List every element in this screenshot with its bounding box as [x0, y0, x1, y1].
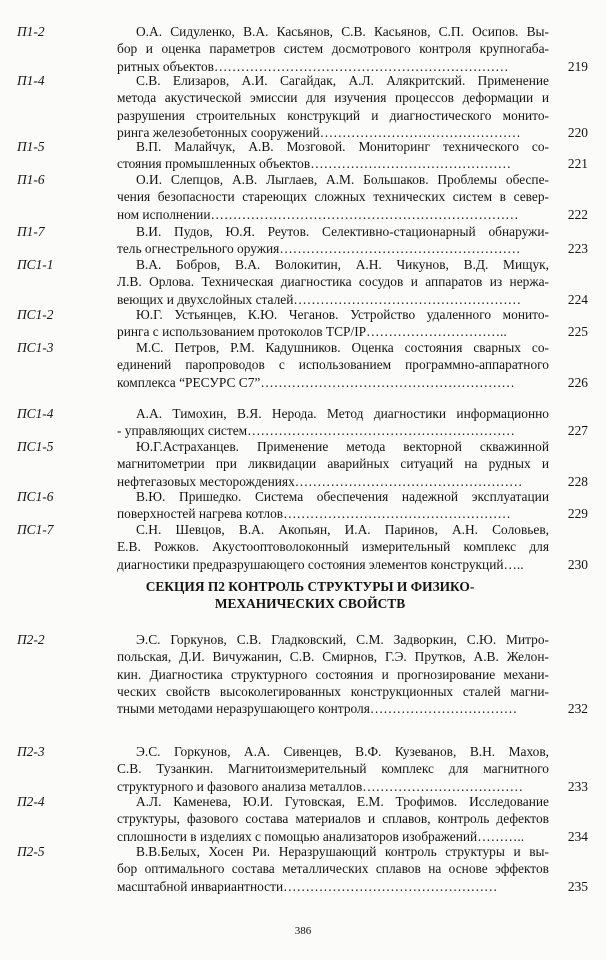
entry-page-number: 221	[567, 156, 588, 172]
entry-text-line: разрушения строительных конструкций и диагностического монито-	[117, 107, 549, 123]
entry-text-line: кин. Диагностика структурного состояния и прогнозирование механи-	[117, 666, 549, 682]
entry-page-number: 233	[567, 778, 588, 794]
entry-page-number: 225	[567, 324, 588, 340]
entry-text	[117, 405, 549, 440]
entry-text-line: В.И. Пудов, Ю.Я. Реутов. Селективно-стационарный обнаружи-	[136, 224, 549, 239]
entry-text-line: О.И. Слепцов, А.В. Лыглаев, А.М. Большаков. Проблемы обеспе-	[136, 172, 549, 187]
entry-text-line: ном исполнении……………………………………………………………	[117, 206, 519, 222]
entry-code: П2-4	[17, 794, 45, 809]
entry-text-line: Э.С. Горкунов, С.В. Гладковский, С.М. Задворкин, С.Ю. Митро-	[136, 632, 549, 647]
entry-page-number: 227	[567, 423, 588, 439]
entry-text	[117, 171, 549, 223]
entry-text-line: польская, Д.И. Вичужанин, С.В. Смирнов, Г.Э. Прутков, А.В. Желон-	[117, 649, 549, 665]
entry-text	[117, 631, 549, 717]
entry-text	[117, 23, 549, 75]
entry-text-line: А.Л. Каменева, Ю.И. Гутовская, Е.М. Трофимов. Исследование	[136, 794, 549, 809]
entry-code: П2-2	[17, 632, 45, 647]
entry-text-line: тель огнестрельного оружия………………………………………………	[117, 241, 521, 257]
entry-text-line: ринга железобетонных сооружений………………………………………	[117, 124, 521, 140]
entry-page-number: 226	[567, 374, 588, 390]
entry-text-line: бор оптимального состава металлических сплавов на основе эффектов	[117, 861, 549, 877]
entry-code: ПС1-2	[17, 307, 54, 322]
entry-text-line: С.В. Тузанкин. Магнитоизмерительный комплекс для магнитного	[117, 761, 549, 777]
entry-code: П1-5	[17, 139, 45, 154]
entry-page-number: 219	[567, 58, 588, 74]
entry-code: П2-3	[17, 744, 45, 759]
entry-text	[117, 223, 549, 258]
entry-code: П1-2	[17, 24, 45, 39]
entry-text-line: В.В.Белых, Хосен Ри. Неразрушающий контроль структуры и вы-	[136, 844, 549, 859]
entry-text-line: В.Ю. Пришедко. Система обеспечения надежной эксплуатации	[136, 489, 549, 504]
entry-code: ПС1-4	[17, 406, 54, 421]
entry-code: ПС1-5	[17, 439, 54, 454]
entry-text	[117, 138, 549, 173]
entry-text	[117, 306, 549, 341]
entry-page-number: 228	[567, 473, 588, 489]
entry-code: П1-6	[17, 172, 45, 187]
entry-text	[117, 339, 549, 391]
entry-page-number: 234	[567, 828, 588, 844]
entry-text-line: структуры, фазового состава материалов и сплавов, контроль дефектов	[117, 811, 549, 827]
entry-page-number: 229	[567, 506, 588, 522]
entry-page-number: 235	[567, 878, 588, 894]
entry-text-line: ритных объектов…………………………………………………………	[117, 58, 509, 74]
entry-text-line: единений паропроводов с использованием программно-аппаратного	[117, 357, 549, 373]
entry-text-line: метода акустической эмиссии для изучения процессов деформации и	[117, 90, 549, 106]
entry-text-line: диагностики предразрушающего состояния элементов конструкций…..	[117, 556, 524, 572]
entry-text	[117, 438, 549, 490]
entry-text-line: нефтегазовых месторождениях……………………………………………	[117, 473, 523, 489]
entry-text	[117, 743, 549, 795]
entry-code: П1-4	[17, 73, 45, 88]
entry-page-number: 222	[567, 206, 588, 222]
entry-text	[117, 521, 549, 573]
entry-text-line: - управляющих систем……………………………………………………	[117, 423, 515, 439]
entry-code: ПС1-1	[17, 257, 54, 272]
entry-text-line: ческих свойств высоколегированных конструкционных сталей магни-	[117, 683, 549, 699]
entry-text-line: чения безопасности стареющих сложных технических систем в север-	[117, 189, 549, 205]
entry-text	[117, 256, 549, 308]
entry-text-line: Ю.Г.Астраханцев. Применение метода векторной скважинной	[136, 439, 549, 454]
entry-text-line: М.С. Петров, Р.М. Кадушников. Оценка состояния сварных со-	[136, 340, 549, 355]
entry-text	[117, 72, 549, 141]
entry-code: П2-5	[17, 844, 45, 859]
entry-text	[117, 488, 549, 523]
entry-text-line: бор и оценка параметров систем досмотрового контроля крупногаба-	[117, 41, 549, 57]
entry-text	[117, 843, 549, 895]
section-heading-line-1: СЕКЦИЯ П2 КОНТРОЛЬ СТРУКТУРЫ И ФИЗИКО-	[145, 579, 475, 594]
entry-text-line: магнитометрии при ликвидации аварийных ситуаций на рудных и	[117, 456, 549, 472]
entry-page-number: 230	[567, 556, 588, 572]
page-number: 386	[294, 925, 312, 937]
entry-text-line: комплекса “РЕСУРС С7”…………………………………………………	[117, 374, 515, 390]
section-heading-line-2: МЕХАНИЧЕСКИХ СВОЙСТВ	[214, 596, 406, 611]
entry-page-number: 220	[567, 124, 588, 140]
entry-code: ПС1-3	[17, 340, 54, 355]
entry-page-number: 224	[567, 291, 588, 307]
entry-code: ПС1-6	[17, 489, 54, 504]
entry-text-line: О.А. Сидуленко, В.А. Касьянов, С.В. Касьянов, С.П. Осипов. Вы-	[136, 24, 549, 39]
entry-text-line: ринга с использованием протоколов TCP/IP…………………………..	[117, 324, 507, 340]
entry-text-line: стояния промышленных объектов………………………………………	[117, 156, 512, 172]
entry-text-line: Э.С. Горкунов, А.А. Сивенцев, В.Ф. Кузеванов, В.Н. Махов,	[136, 744, 549, 759]
entry-page-number: 223	[567, 241, 588, 257]
entry-text-line: Ю.Г. Устьянцев, К.Ю. Чеганов. Устройство удаленного монито-	[136, 307, 549, 322]
entry-text-line: С.В. Елизаров, А.И. Сагайдак, А.Л. Алякритский. Применение	[136, 73, 549, 88]
entry-text-line: веющих и двухслойных сталей……………………………………………	[117, 291, 522, 307]
entry-text-line: сплошности в изделиях с помощью анализаторов изображений………..	[117, 828, 525, 844]
entry-code: П1-7	[17, 224, 45, 239]
entry-text-line: масштабной инвариантности…………………………………………	[117, 878, 498, 894]
entry-text-line: В.П. Малайчук, А.В. Мозговой. Мониторинг технического со-	[136, 139, 549, 154]
entry-text-line: Л.В. Орлова. Техническая диагностика сосудов и аппаратов из нержа-	[117, 274, 549, 290]
entry-text-line: поверхностей нагрева котлов……………………………………………	[117, 506, 511, 522]
entry-text-line: С.Н. Шевцов, В.А. Акопьян, И.А. Паринов, А.Н. Соловьев,	[136, 522, 549, 537]
entry-text	[117, 793, 549, 845]
section-heading	[60, 578, 560, 612]
entry-page-number: 232	[567, 701, 588, 717]
entry-code: ПС1-7	[17, 522, 54, 537]
entry-text-line: А.А. Тимохин, В.Я. Нерода. Метод диагностики информационно	[136, 406, 549, 421]
entry-text-line: В.А. Бобров, В.А. Волокитин, А.Н. Чикунов, В.Д. Мищук,	[136, 257, 549, 272]
entry-text-line: Е.В. Рожков. Акустооптоволоконный измерительный комплекс для	[117, 539, 549, 555]
entry-text-line: структурного и фазового анализа металлов………………………………	[117, 778, 523, 794]
entry-text-line: тными методами неразрушающего контроля……………………………	[117, 701, 518, 717]
